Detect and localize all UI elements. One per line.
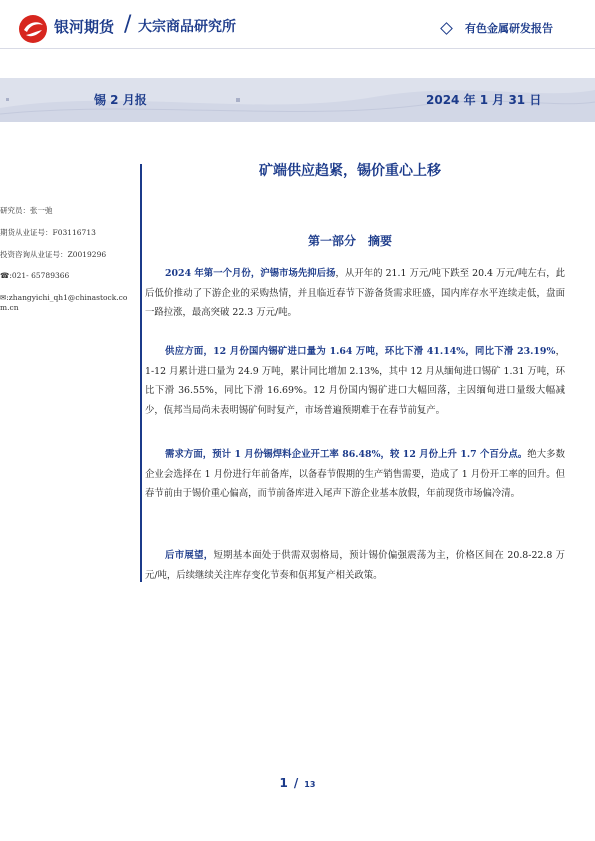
galaxy-logo-icon	[18, 14, 48, 44]
title-band	[0, 78, 595, 122]
summary-paragraph-1	[145, 264, 565, 323]
analyst-info	[0, 206, 138, 325]
paragraph-text: ，从开年的 21.1 万元/吨下跌至 20.4 万元/吨左右，此后低价推动了下游企业的采购热情，并且临近春节下游备货需求旺盛，国内库存水平连续走低，盘面一路拉涨，最高突破 22.3 万元/吨。	[145, 268, 565, 318]
summary-paragraph-3	[145, 445, 565, 504]
paragraph-lead: 供应方面，12 月份国内锡矿进口量为 1.64 万吨，环比下滑 41.14%，同比下滑 23.19%	[165, 346, 556, 357]
email-address[interactable]: ✉:zhangyichi_qh1@chinastock.com.cn	[0, 293, 128, 312]
paragraph-text: 绝大多数企业会选择在 1 月份进行年前备库，以备春节假期的生产销售需要，造成了 1 月份开工率的回升。但春节前由于锡价重心偏高，而节前备库进入尾声下游企业基本放假，年前现货市场偏冷清。	[145, 449, 565, 499]
page-title: 矿端供应趋紧，锡价重心上移	[259, 163, 441, 179]
page-header	[0, 0, 595, 70]
paragraph-text: ，1-12 月累计进口量为 24.9 万吨，累计同比增加 2.13%，其中 12 月从缅甸进口锡矿 1.31 万吨，环比下滑 36.55%，同比下滑 16.69%。12 月份国内锡矿进口大幅回落，主因缅甸进口量级大幅减少，佤邦当局尚未表明锡矿何时复产，市场普遍预期难于在春节前复产。	[145, 346, 565, 416]
phone-number: ☎:021- 65789366	[0, 271, 70, 281]
diamond-icon	[440, 22, 453, 35]
total-pages: 13	[304, 780, 316, 789]
institute-name: 大宗商品研究所	[138, 19, 236, 35]
paragraph-lead: 后市展望，	[165, 550, 214, 561]
section-title: 第一部分 摘要	[307, 234, 392, 248]
brand-name: 银河期货	[54, 18, 115, 36]
report-type: 有色金属研发报告	[465, 22, 553, 35]
summary-paragraph-2	[145, 342, 565, 420]
summary-paragraph-4	[145, 546, 565, 585]
header-divider	[0, 48, 595, 49]
paragraph-lead: 需求方面，预计 1 月份锡焊料企业开工率 86.48%，较 12 月份上升 1.7 个百分点。	[165, 449, 528, 460]
paragraph-lead: 2024 年第一个月份，沪锡市场先抑后扬	[165, 268, 336, 279]
advisory-cert: 投资咨询从业证号：Z0019296	[0, 249, 107, 259]
brand-divider: /	[124, 12, 132, 37]
current-page: 1	[279, 776, 288, 790]
page-number	[0, 772, 595, 791]
report-date: 2024 年 1 月 31 日	[426, 93, 542, 107]
futures-cert: 期货从业证号：F03116713	[0, 227, 96, 237]
report-title: 锡 2 月报	[94, 93, 147, 107]
sidebar-divider	[140, 164, 142, 582]
researcher-name: 研究员：张一弛	[0, 206, 53, 215]
page-separator: /	[293, 776, 299, 790]
paragraph-text: 短期基本面处于供需双弱格局，预计锡价偏强震荡为主，价格区间在 20.8-22.8 万元/吨，后续继续关注库存变化节奏和佤邦复产相关政策。	[145, 550, 565, 581]
